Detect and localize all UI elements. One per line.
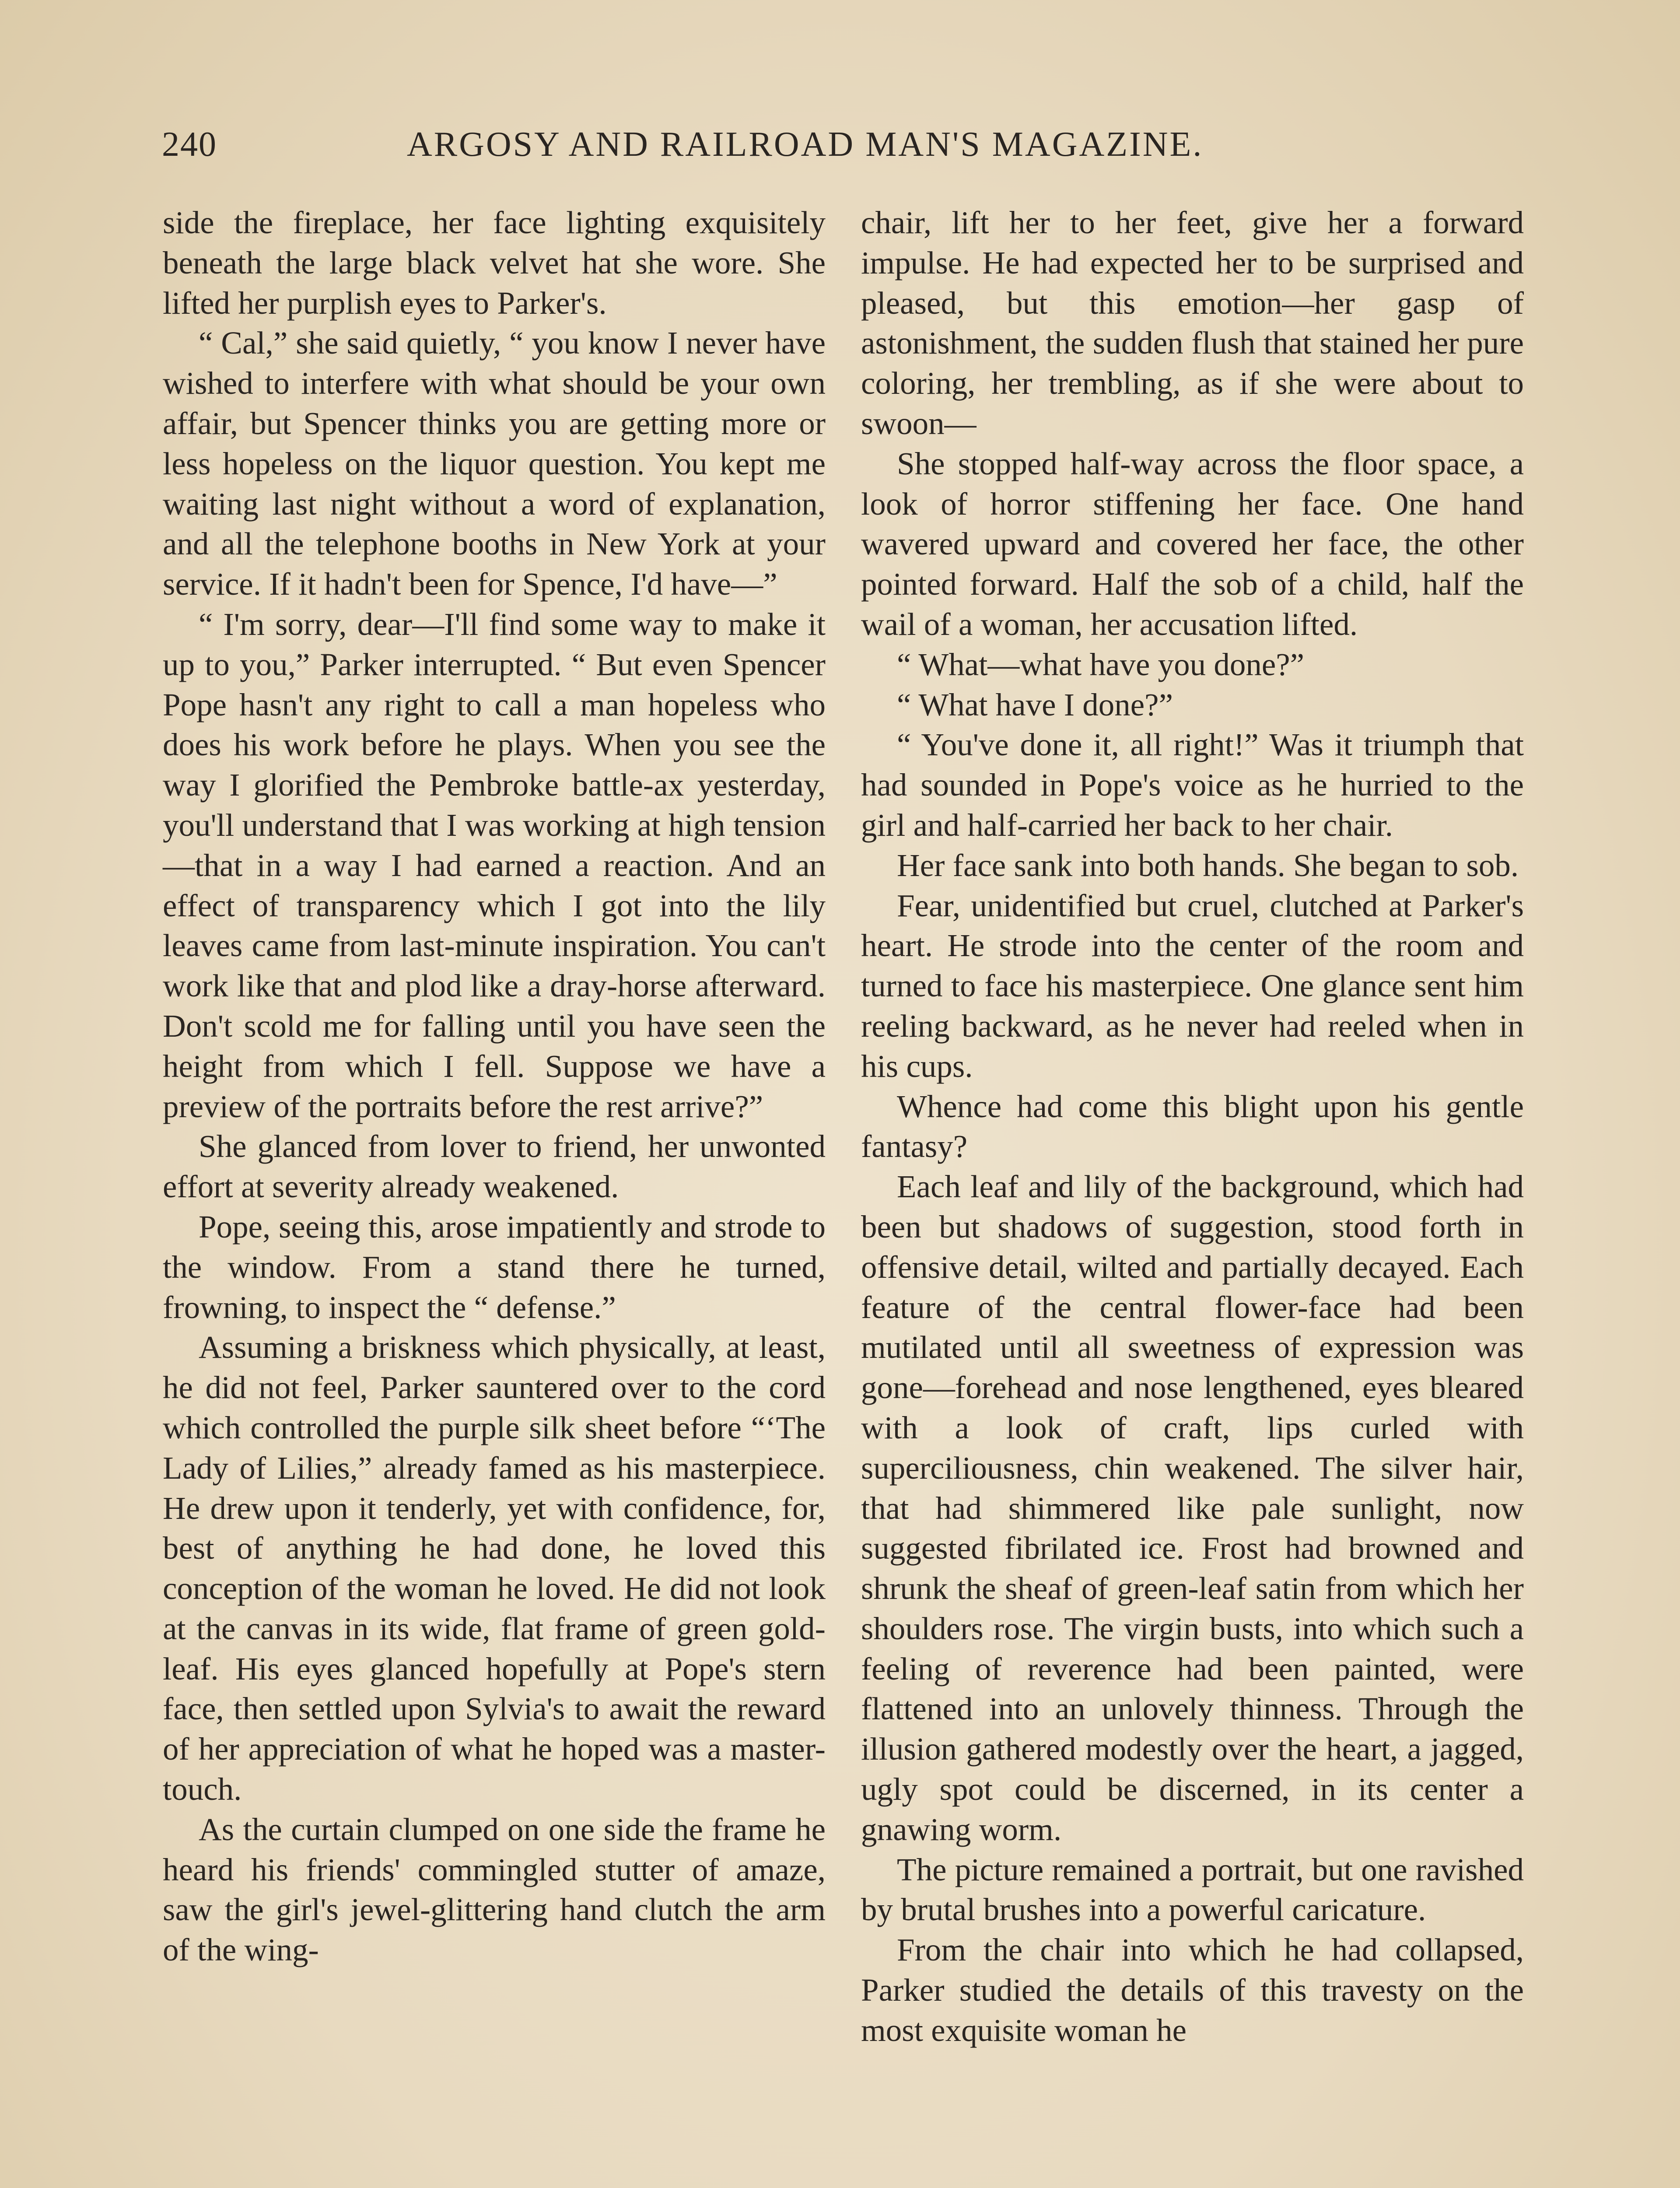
paragraph: Fear, unidentified but cruel, clutched at Parker's heart. He strode into the center of the room and turned to face his masterpiece. One glance sent him reeling backward, as he never had reeled when in his cups. bbox=[861, 887, 1524, 1084]
paragraph: “ You've done it, all right!” Was it triumph that had sounded in Pope's voice as he hurried to the girl and half-carried her back to her chair. bbox=[861, 727, 1524, 843]
paragraph: Her face sank into both hands. She began to sob. bbox=[897, 847, 1519, 883]
paragraph: Whence had come this blight upon his gentle fantasy? bbox=[861, 1088, 1524, 1164]
page-number: 240 bbox=[162, 125, 217, 164]
paragraph: As the curtain clumped on one side the frame he heard his friends' commingled stutter of amaze, saw the girl's jewel-glittering hand clutch the arm of the wing- bbox=[163, 1811, 826, 1968]
left-column bbox=[163, 203, 826, 1970]
paragraph: “ Cal,” she said quietly, “ you know I never have wished to interfere with what should be your own affair, but Spencer thinks you are getting more or less hopeless on the liquor question. You kept me waiting last night without a word of explanation, and all the telephone booths in New York at your service. If it hadn't been for Spence, I'd have—” bbox=[163, 325, 826, 602]
right-column bbox=[861, 203, 1524, 2051]
paragraph: “ I'm sorry, dear—I'll find some way to make it up to you,” Parker interrupted. “ But even Spencer Pope hasn't any right to call a man hopeless who does his work before he plays. When you see the way I glorified the Pembroke battle-ax yesterday, you'll understand that I was working at high tension—that in a way I had earned a reaction. And an effect of transparency which I got into the lily leaves came from last-minute inspiration. You can't work like that and plod like a dray-horse afterward. Don't scold me for falling until you have seen the height from which I fell. Suppose we have a preview of the portraits before the rest arrive?” bbox=[163, 606, 826, 1124]
running-head: ARGOSY AND RAILROAD MAN'S MAGAZINE. bbox=[407, 125, 1204, 164]
paragraph: “ What—what have you done?” bbox=[897, 646, 1305, 682]
paragraph: She glanced from lover to friend, her unwonted effort at severity already weakened. bbox=[163, 1129, 826, 1205]
paragraph: Assuming a briskness which physically, at least, he did not feel, Parker sauntered over to the cord which controlled the purple silk sheet before “‘The Lady of Lilies,” already famed as his masterpiece. He drew upon it tenderly, yet with confidence, for, best of anything he had done, he loved this conception of the woman he loved. He did not look at the canvas in its wide, flat frame of green gold-leaf. His eyes glanced hopefully at Pope's stern face, then settled upon Sylvia's to await the reward of her appreciation of what he hoped was a master-touch. bbox=[163, 1329, 826, 1807]
paragraph: Each leaf and lily of the background, which had been but shadows of suggestion, stood forth in offensive detail, wilted and partially decayed. Each feature of the central flower-face had been mutilated until all sweetness of expression was gone—forehead and nose lengthened, eyes bleared with a look of craft, lips curled with superciliousness, chin weakened. The silver hair, that had shimmered like pale sunlight, now suggested fibrilated ice. Frost had browned and shrunk the sheaf of green-leaf satin from which her shoulders rose. The virgin busts, into which such a feeling of reverence had been painted, were flattened into an unlovely thinness. Through the illusion gathered modestly over the heart, a jagged, ugly spot could be discerned, in its center a gnawing worm. bbox=[861, 1169, 1524, 1847]
paragraph: She stopped half-way across the floor space, a look of horror stiffening her face. One hand wavered upward and covered her face, the other pointed forward. Half the sob of a child, half the wail of a woman, her accusation lifted. bbox=[861, 445, 1524, 642]
paragraph: Pope, seeing this, arose impatiently and strode to the window. From a stand there he turned, frowning, to inspect the “ defense.” bbox=[163, 1209, 826, 1325]
paragraph: The picture remained a portrait, but one ravished by brutal brushes into a powerful caricature. bbox=[861, 1851, 1524, 1928]
paragraph: side the fireplace, her face lighting exquisitely beneath the large black velvet hat she wore. She lifted her purplish eyes to Parker's. bbox=[163, 205, 826, 321]
paragraph: From the chair into which he had collapsed, Parker studied the details of this travesty on the most exquisite woman he bbox=[861, 1932, 1524, 2048]
paragraph: “ What have I done?” bbox=[897, 687, 1173, 722]
paragraph: chair, lift her to her feet, give her a forward impulse. He had expected her to be surprised and pleased, but this emotion—her gasp of astonishment, the sudden flush that stained her pure coloring, her trembling, as if she were about to swoon— bbox=[861, 205, 1524, 441]
page-header bbox=[162, 125, 1531, 182]
